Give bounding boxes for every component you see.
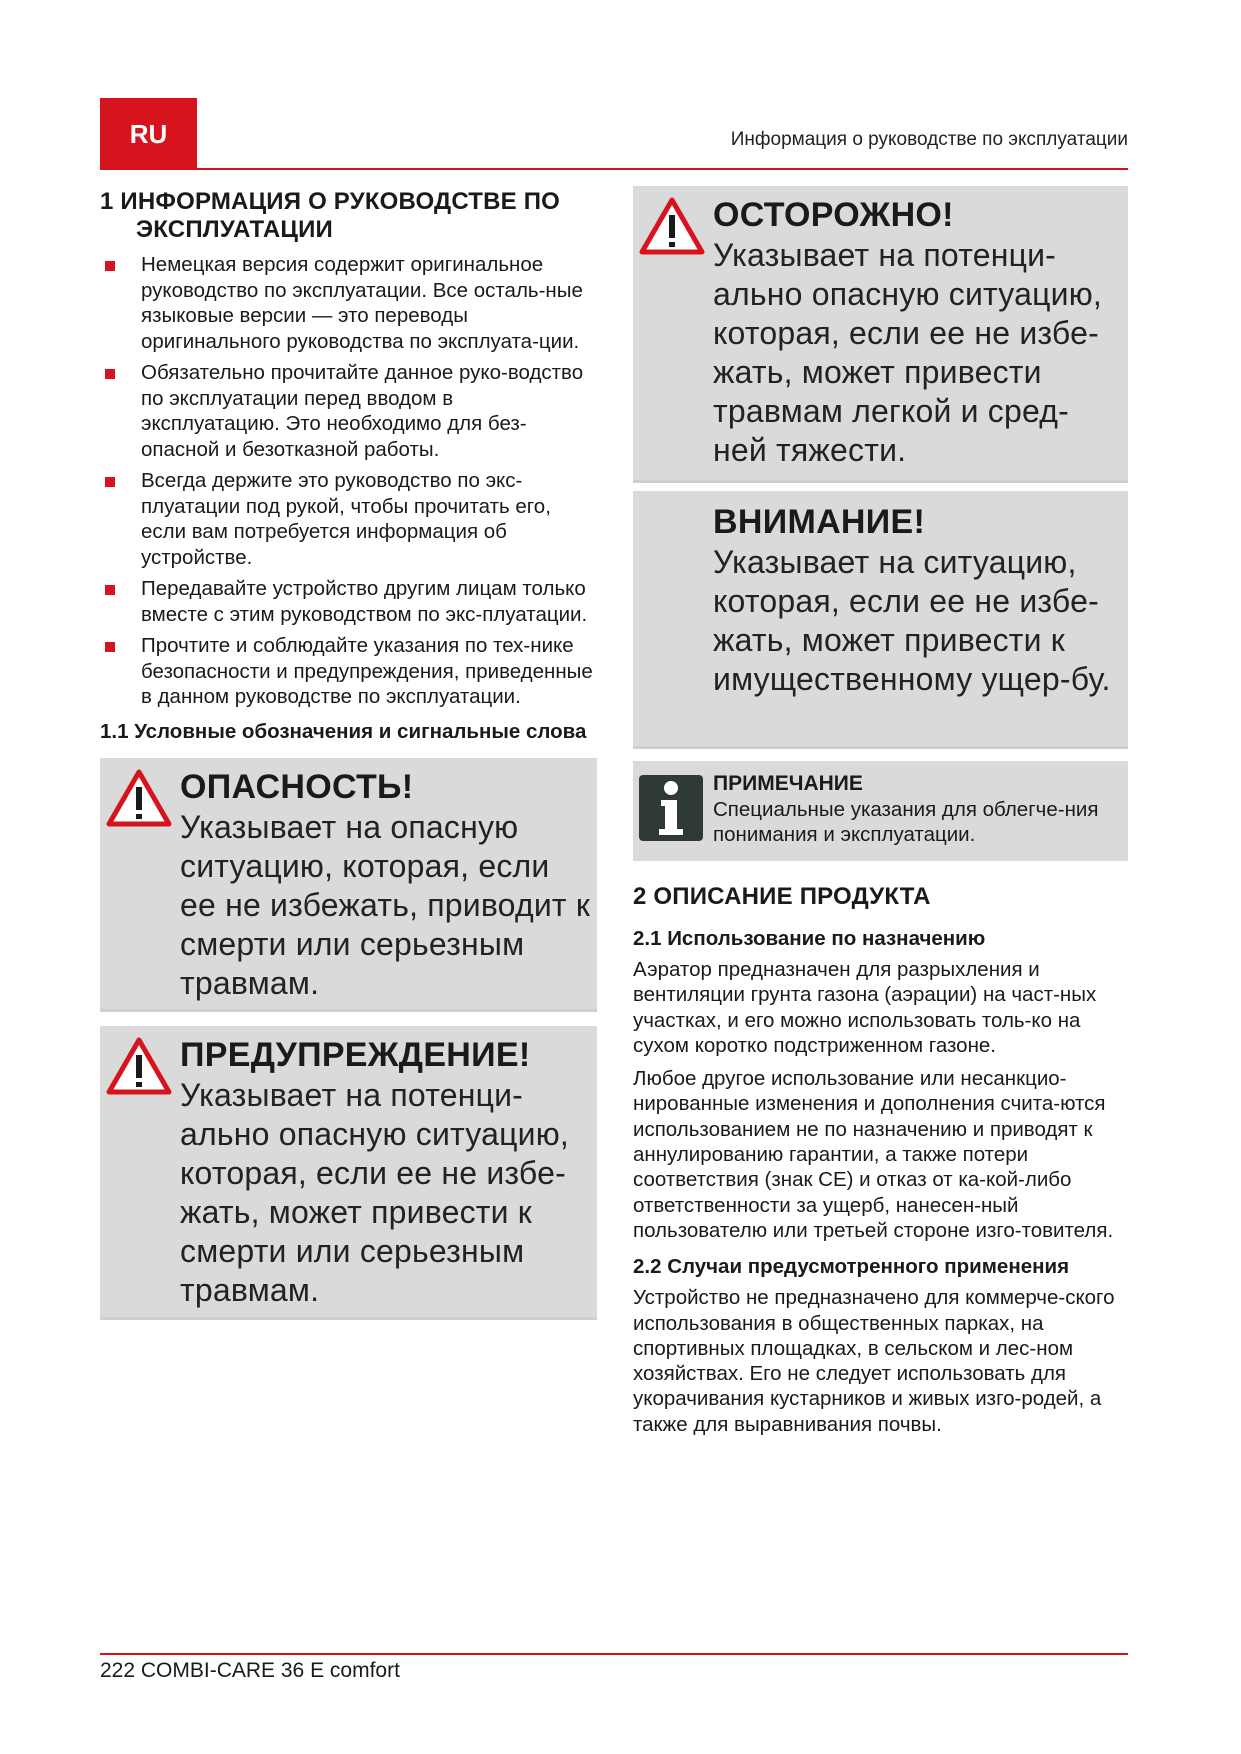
warning-title: ПРЕДУПРЕЖДЕНИЕ! [180, 1035, 531, 1074]
note-body: Специальные указания для облегче-ния понимания и эксплуатации. [713, 798, 1099, 846]
section-2-heading: 2 ОПИСАНИЕ ПРОДУКТА [633, 883, 931, 910]
list-item: Всегда держите это руководство по экс-плуатации под рукой, чтобы прочитать его, если вам потребуется информация об устройстве. [100, 468, 597, 570]
language-tab: RU [100, 98, 197, 170]
bullet-square-icon [105, 477, 115, 487]
attention-title: ВНИМАНИЕ! [713, 503, 926, 541]
bullet-square-icon [105, 642, 115, 652]
bullet-square-icon [105, 585, 115, 595]
caution-box [633, 186, 1128, 483]
paragraph-2-2: Устройство не предназначено для коммерче-ского использования в общественных парках, на спортивных площадках, в сельском и лес-ном хозяйствах. Его не следует использовать для укорачивания кустарников и живых изго-родей, а также для выравнивания почвы. [633, 1286, 1115, 1436]
list-item: Немецкая версия содержит оригинальное руководство по эксплуатации. Все осталь-ные языковые версии — это переводы оригинального руководства по эксплуата-ции. [100, 252, 597, 354]
warning-triangle-icon [106, 768, 172, 828]
subsection-2-1-heading: 2.1 Использование по назначению [633, 927, 986, 950]
list-item: Передавайте устройство другим лицам только вместе с этим руководством по экс-плуатации. [100, 576, 597, 627]
bullet-list [100, 252, 597, 710]
section-1-heading: 1 ИНФОРМАЦИЯ О РУКОВОДСТВЕ ПО ЭКСПЛУАТАЦИИ [100, 188, 561, 243]
warning-triangle-icon [106, 1036, 172, 1096]
subsection-2-2-heading: 2.2 Случаи предусмотренного применения [633, 1255, 1070, 1279]
bullet-square-icon [105, 261, 115, 271]
attention-box [633, 491, 1128, 749]
page-footer: 222 COMBI-CARE 36 E comfort [100, 1659, 400, 1682]
bullet-square-icon [105, 369, 115, 379]
danger-box [100, 758, 597, 1012]
paragraph-2-1-b: Любое другое использование или несанкцио-нированные изменения и дополнения счита-ются использованием не по назначению и приводят к аннулированию гарантии, а также потери соответствия (знак CE) и отказ от ка-кой-либо ответственности за ущерб, нанесен-ный пользователю или третьей стороне изго-товителя. [633, 1067, 1114, 1242]
note-title: ПРИМЕЧАНИЕ [713, 772, 863, 795]
list-item: Прочтите и соблюдайте указания по тех-нике безопасности и предупреждения, приведенные в данном руководстве по эксплуатации. [100, 633, 597, 710]
caution-title: ОСТОРОЖНО! [713, 196, 954, 234]
warning-triangle-icon [639, 196, 705, 256]
caution-body: Указывает на потенци-ально опасную ситуацию, которая, если ее не избе-жать, может привести травмам легкой и сред-ней тяжести. [713, 237, 1103, 468]
note-box [633, 761, 1128, 861]
right-column [633, 186, 1128, 1437]
running-header: Информация о руководстве по эксплуатации [730, 129, 1128, 150]
danger-title: ОПАСНОСТЬ! [180, 767, 414, 806]
warning-body: Указывает на потенци-ально опасную ситуацию, которая, если ее не избе-жать, может привести к смерти или серьезным травмам. [180, 1076, 570, 1308]
header-rule [100, 168, 1128, 170]
footer-rule [100, 1653, 1128, 1655]
list-item: Обязательно прочитайте данное руко-водство по эксплуатации перед вводом в эксплуатацию. Это необходимо для без-опасной и безотказной работы. [100, 360, 597, 462]
attention-body: Указывает на ситуацию, которая, если ее не избе-жать, может привести к имущественному ущер-бу. [713, 544, 1111, 697]
subsection-1-1-heading: 1.1 Условные обозначения и сигнальные слова [100, 719, 587, 743]
paragraph-2-1-a: Аэратор предназначен для разрыхления и вентиляции грунта газона (аэрации) на част-ных участках, и его можно использовать толь-ко на сухом коротко подстриженном газоне. [633, 958, 1097, 1057]
warning-box [100, 1026, 597, 1320]
danger-body: Указывает на опасную ситуацию, которая, если ее не избежать, приводит к смерти или серьезным травмам. [180, 808, 591, 1001]
left-column [100, 188, 597, 1320]
info-icon [639, 775, 703, 841]
